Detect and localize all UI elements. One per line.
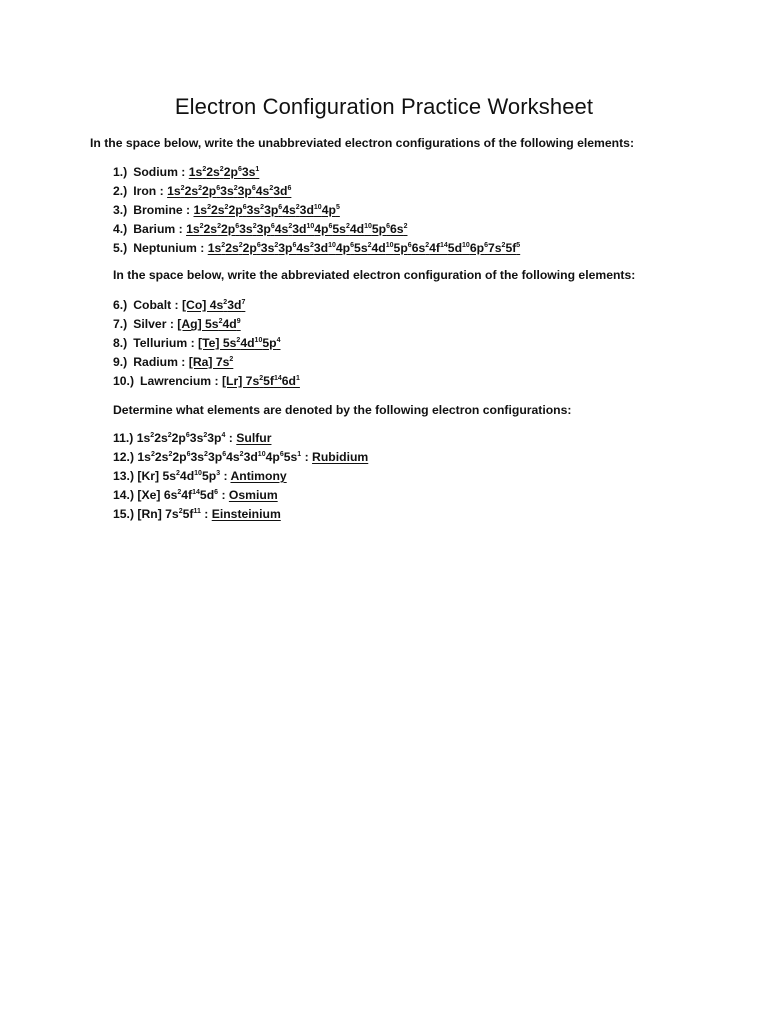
element-name: Iron : (133, 184, 164, 198)
given-configuration: [Rn] $7s^25f^{11}$ (137, 507, 201, 521)
answer-configuration: [Ra] $7s^2$ (188, 355, 234, 369)
question-number: 11.) (113, 431, 134, 445)
question-number: 15.) (113, 507, 135, 521)
answer-configuration: [Ag] $5s^24d^9$ (177, 317, 241, 331)
answer-configuration: $1s^22s^22p^63s^1$ (188, 165, 260, 179)
question-number: 1.) (113, 165, 128, 179)
element-name: Barium : (133, 222, 183, 236)
question-row: 11.) $1s^22s^22p^63s^23p^4$ : Sulfur (113, 431, 272, 445)
element-name: Bromine : (133, 203, 191, 217)
question-row (113, 163, 259, 181)
element-name: Tellurium : (133, 336, 195, 350)
element-name: Lawrencium : (140, 374, 219, 388)
element-name: Cobalt : (133, 298, 179, 312)
question-number: 14.) (113, 488, 135, 502)
question-row: 14.) [Xe] $6s^24f^{14}5d^6$ : Osmium (113, 488, 278, 502)
instructions-section2: In the space below, write the abbreviated electron configuration of the following elements: (113, 268, 636, 282)
element-name: Radium : (133, 355, 186, 369)
element-name: Neptunium : (133, 241, 205, 255)
answer-configuration: $1s^22s^22p^63s^23p^64s^23d^6$ (167, 184, 292, 198)
question-number: 13.) (113, 469, 135, 483)
question-number: 3.) (113, 203, 128, 217)
given-configuration: [Kr] $5s^24d^{10}5p^3$ (137, 469, 221, 483)
given-configuration: $1s^22s^22p^63s^23p^64s^23d^{10}4p^65s^1$ (137, 450, 302, 464)
answer-configuration: [Co] $4s^23d^7$ (181, 298, 246, 312)
instructions-section3: Determine what elements are denoted by the following electron configurations: (113, 403, 572, 417)
answer-configuration: [Te] $5s^24d^{10}5p^4$ (198, 336, 281, 350)
answer-element: Antimony (230, 469, 287, 483)
question-row: 15.) [Rn] $7s^25f^{11}$ : Einsteinium (113, 507, 281, 521)
page-title: Electron Configuration Practice Worksheet (174, 94, 594, 119)
question-row (113, 220, 408, 238)
answer-element: Einsteinium (211, 507, 281, 521)
question-row (113, 334, 280, 352)
question-row: 12.) $1s^22s^22p^63s^23p^64s^23d^{10}4p^65s^1$ : Rubidium (113, 450, 369, 464)
given-configuration: [Xe] $6s^24f^{14}5d^6$ (137, 488, 219, 502)
question-row: 13.) [Kr] $5s^24d^{10}5p^3$ : Antimony (113, 469, 287, 483)
answer-element: Sulfur (236, 431, 272, 445)
question-row (113, 201, 340, 219)
answer-configuration: $1s^22s^22p^63s^23p^64s^23d^{10}4p^65s^24d^{10}5p^66s^2$ (186, 222, 408, 236)
given-configuration: $1s^22s^22p^63s^23p^4$ (136, 431, 226, 445)
question-number: 5.) (113, 241, 128, 255)
question-row (113, 296, 245, 314)
question-number: 10.) (113, 374, 135, 388)
question-row (113, 315, 241, 333)
answer-element: Osmium (228, 488, 278, 502)
answer-element: Rubidium (312, 450, 369, 464)
answer-configuration: [Lr] $7s^25f^{14}6d^1$ (221, 374, 300, 388)
instructions-section1: In the space below, write the unabbreviated electron configurations of the following elements: (90, 136, 634, 150)
question-number: 12.) (113, 450, 135, 464)
question-row (113, 353, 233, 371)
question-number: 2.) (113, 184, 128, 198)
answer-configuration: $1s^22s^22p^63s^23p^64s^23d^{10}4p^5$ (193, 203, 340, 217)
element-name: Sodium : (133, 165, 186, 179)
question-number: 4.) (113, 222, 128, 236)
question-row (113, 182, 291, 200)
element-name: Silver : (133, 317, 174, 331)
question-number: 9.) (113, 355, 128, 369)
question-row (113, 372, 300, 390)
question-row (113, 239, 520, 257)
question-number: 6.) (113, 298, 128, 312)
question-number: 8.) (113, 336, 128, 350)
answer-configuration: $1s^22s^22p^63s^23p^64s^23d^{10}4p^65s^24d^{10}5p^66s^24f^{14}5d^{10}6p^67s^25f^5$ (207, 241, 521, 255)
question-number: 7.) (113, 317, 128, 331)
